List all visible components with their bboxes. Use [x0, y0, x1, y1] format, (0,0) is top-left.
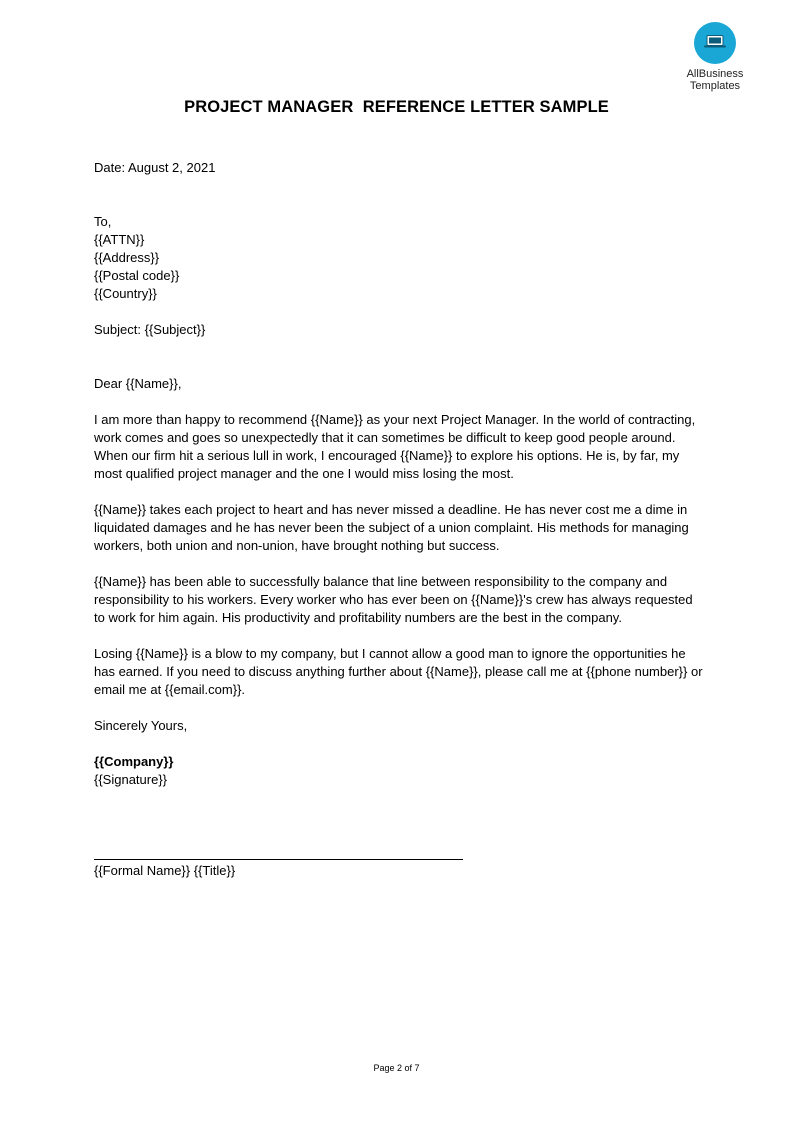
- paragraph-4: Losing {{Name}} is a blow to my company, but I cannot allow a good man to ignore the opportunities he has earned. If you need to discuss anything further about {{Name}}, please call me at {{phone number}} or email me at {{email.com}}.: [94, 646, 703, 697]
- paragraph-3: {{Name}} has been able to successfully balance that line between responsibility to the company and responsibility to his workers. Every worker who has ever been on {{Name}}'s crew has always requested to work for him again. His productivity and profitability numbers are the best in the company.: [94, 574, 693, 625]
- document-title: PROJECT MANAGER REFERENCE LETTER SAMPLE: [184, 98, 609, 116]
- subject-line: Subject: {{Subject}}: [94, 322, 206, 337]
- page-number: Page 2 of 7: [373, 1063, 420, 1073]
- laptop-icon: [704, 35, 726, 48]
- signature-placeholder: {{Signature}}: [94, 772, 168, 787]
- company-name: {{Company}}: [94, 754, 174, 769]
- address-postal: {{Postal code}}: [94, 268, 180, 283]
- logo-text: [680, 68, 750, 92]
- address-country: {{Country}}: [94, 286, 157, 301]
- signature-line: [94, 859, 463, 860]
- address-street: {{Address}}: [94, 250, 160, 265]
- letter-body: [94, 159, 704, 789]
- address-to: To,: [94, 214, 112, 229]
- paragraph-2: {{Name}} takes each project to heart and has never missed a deadline. He has never cost me a dime in liquidated damages and he has never been the subject of a union complaint. His methods for managing workers, both union and non-union, have brought nothing but success.: [94, 502, 689, 553]
- logo-line-1: AllBusiness: [686, 68, 744, 80]
- logo-line-2: Templates: [689, 80, 741, 92]
- allbusiness-logo: [680, 22, 750, 92]
- address-attn: {{ATTN}}: [94, 232, 145, 247]
- logo-circle: [694, 22, 736, 64]
- paragraph-1: I am more than happy to recommend {{Name}} as your next Project Manager. In the world of contracting, work comes and goes so unexpectedly that it can sometimes be difficult to keep good people around. When our firm hit a serious lull in work, I encouraged {{Name}} to explore his options. He is, by far, my most qualified project manager and the one I would miss losing the most.: [94, 412, 696, 481]
- salutation: Dear {{Name}},: [94, 376, 182, 391]
- formal-name-title: {{Formal Name}} {{Title}}: [94, 863, 236, 878]
- closing: Sincerely Yours,: [94, 718, 188, 733]
- date-line: Date: August 2, 2021: [94, 160, 216, 175]
